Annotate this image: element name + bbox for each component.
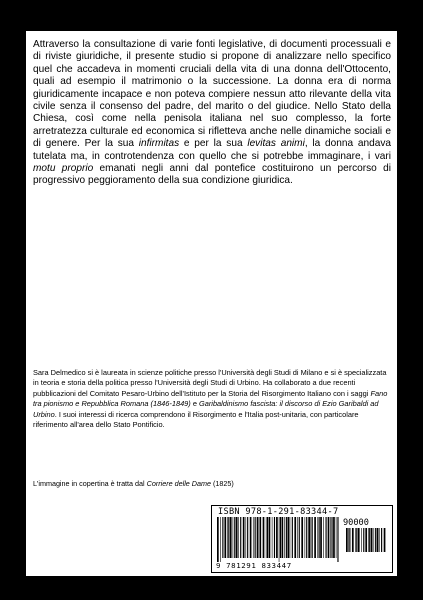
barcode-bar xyxy=(292,517,293,558)
price-code: 90000 xyxy=(343,518,369,528)
cover-image-credit xyxy=(33,479,391,488)
barcode-bar xyxy=(227,517,228,558)
summary-italic-motu-proprio: motu proprio xyxy=(33,163,94,175)
barcode-bar xyxy=(301,517,303,558)
barcode-bar xyxy=(361,528,362,552)
barcode-bar xyxy=(276,517,278,558)
barcode-bar xyxy=(358,528,360,552)
barcode-bar xyxy=(230,517,232,558)
barcode-bar xyxy=(352,528,354,552)
barcode-digits: 9 781291 833447 xyxy=(216,561,292,570)
book-summary xyxy=(33,39,391,188)
barcode-bar xyxy=(333,517,335,558)
isbn-label: ISBN 978-1-291-83344-7 xyxy=(218,507,339,517)
barcode-bar xyxy=(326,517,327,558)
barcode-bar xyxy=(381,528,382,552)
barcode-bar xyxy=(331,517,332,558)
barcode-bar xyxy=(311,517,312,558)
barcode-bar xyxy=(330,517,331,558)
text-panel xyxy=(26,31,397,576)
barcode-bar xyxy=(257,517,259,558)
barcode-bar xyxy=(294,517,296,558)
summary-italic-levitas-animi: levitas animi xyxy=(247,138,305,150)
barcode-bar xyxy=(299,517,300,558)
barcode-bar xyxy=(286,517,287,558)
barcode-bar xyxy=(320,517,322,558)
barcode-bar xyxy=(368,528,369,552)
barcode-bar xyxy=(287,517,289,558)
barcode-bar xyxy=(374,528,375,552)
barcode-bar xyxy=(274,517,275,558)
barcode-bar xyxy=(319,517,320,558)
author-text: . I suoi interessi di ricerca comprendono il Risorgimento e l'Italia post-unitaria, con particolare riferimento all'area dello Stato Pontificio. xyxy=(33,409,359,430)
barcode-bar xyxy=(346,528,348,552)
barcode-bar xyxy=(284,517,285,558)
barcode-bar xyxy=(246,517,247,558)
barcode-bar xyxy=(384,528,386,552)
barcode-bar xyxy=(222,517,223,558)
barcode-bar xyxy=(379,528,380,552)
barcode-bar xyxy=(266,517,267,558)
summary-text: emanati negli anni dal pontefice costituirono un percorso di progressivo peggioramento della sua condizione giuridica. xyxy=(33,163,391,187)
barcode-bar xyxy=(250,517,252,558)
barcode-bar xyxy=(263,517,265,558)
barcode-bar xyxy=(363,528,364,552)
credit-text: L'immagine in copertina è tratta dal xyxy=(33,479,147,488)
barcode-bar xyxy=(312,517,313,558)
barcode-bar xyxy=(371,528,373,552)
barcode-bar xyxy=(365,528,367,552)
barcode xyxy=(216,517,340,562)
barcode-bar xyxy=(279,517,280,562)
author-italic-title-2: Garibaldinismo fascista: il discorso di Ezio Garibaldi ad Urbino xyxy=(33,399,379,419)
summary-italic-infirmitas: infirmitas xyxy=(138,138,180,150)
barcode-bar xyxy=(280,517,281,558)
isbn-barcode-box xyxy=(211,505,393,573)
barcode-bar xyxy=(228,517,229,558)
barcode-bar xyxy=(356,528,357,552)
barcode-bar xyxy=(328,517,330,558)
barcode-bar xyxy=(377,528,379,552)
credit-text: (1825) xyxy=(210,479,234,488)
barcode-bar xyxy=(272,517,273,558)
barcode-bar xyxy=(349,528,350,552)
addon-barcode xyxy=(345,528,387,556)
barcode-bar xyxy=(259,517,260,558)
barcode-bar xyxy=(355,528,356,552)
barcode-bar xyxy=(260,517,261,558)
barcode-bar xyxy=(240,517,241,558)
barcode-bar xyxy=(224,517,226,558)
barcode-bar xyxy=(253,517,254,558)
barcode-bar xyxy=(233,517,234,558)
barcode-bar xyxy=(247,517,248,558)
barcode-bar xyxy=(375,528,376,552)
barcode-bar xyxy=(217,517,219,562)
barcode-bar xyxy=(220,517,221,562)
summary-text: e per la sua xyxy=(179,138,248,150)
summary-text: , la donna andava tutelata ma, in controtendenza con quello che si potrebbe immaginare, i vari xyxy=(33,138,391,162)
barcode-bar xyxy=(306,517,307,558)
barcode-bar xyxy=(267,517,268,558)
barcode-bar xyxy=(323,517,324,558)
barcode-bar xyxy=(234,517,235,558)
barcode-bar xyxy=(255,517,256,558)
barcode-bar xyxy=(348,528,349,552)
barcode-bar xyxy=(317,517,318,558)
author-text: Sara Delmedico si è laureata in scienze politiche presso l'Università degli Studi di Milano e si è specializzata in teoria e storia della politica presso l'Università degli Studi di Urbino. Ha collaborato a due recenti pubblicazioni del Comitato Pesaro-Urbino dell'Istituto per la Storia del Risorgimento Italiano con i saggi xyxy=(33,368,387,398)
barcode-bar xyxy=(337,517,338,562)
barcode-bar xyxy=(297,517,298,558)
barcode-bar xyxy=(369,528,370,552)
barcode-bar xyxy=(282,517,284,558)
barcode-bar xyxy=(238,517,239,558)
barcode-bar xyxy=(314,517,316,558)
barcode-bar xyxy=(236,517,238,558)
barcode-bar xyxy=(305,517,306,558)
author-text: e xyxy=(190,399,199,409)
barcode-bar xyxy=(336,517,337,558)
credit-italic-source: Corriere delle Dame xyxy=(146,479,211,488)
barcode-bar xyxy=(290,517,291,558)
summary-text: Attraverso la consultazione di varie fonti legislative, di documenti processuali e di riviste giuridiche, il presente studio si propone di analizzare nello specifico quel che accadeva in momenti cruciali della vita di una donna dell'Ottocento, quali ad esempio il matrimonio o la successione. La donna era di norma giuridicamente incapace e non poteva compiere nessun atto rilevante della vita civile senza il consenso del padre, del marito o del giudice. Nello Stato della Chiesa, così come nella penisola italiana nel suo complesso, la forte arretratezza culturale ed economica si rifletteva anche nelle dinamiche sociali e di genere. Per la sua xyxy=(33,39,391,150)
barcode-bar xyxy=(308,517,310,558)
author-italic-title-1: Fano tra pionismo e Repubblica Romana (1846-1849) xyxy=(33,388,388,409)
author-bio xyxy=(33,368,391,430)
barcode-bar xyxy=(269,517,271,558)
barcode-bar xyxy=(243,517,245,558)
